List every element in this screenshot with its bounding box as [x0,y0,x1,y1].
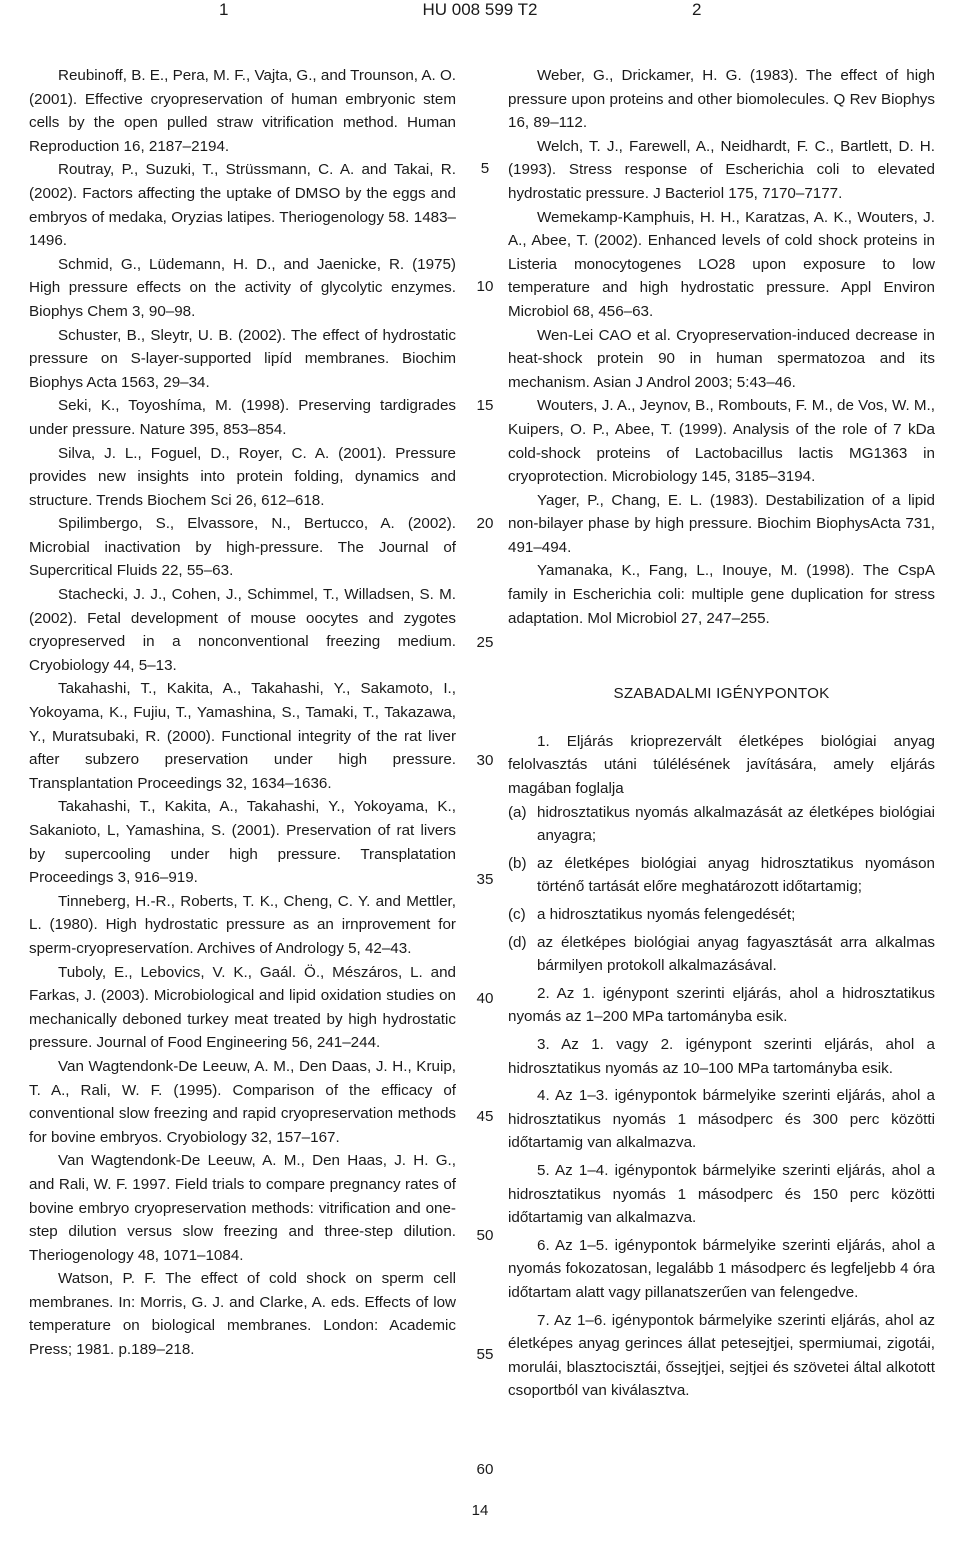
line-number: 25 [476,634,494,651]
line-number: 60 [476,1461,494,1478]
line-number: 45 [476,1108,494,1125]
reference-item: Yager, P., Chang, E. L. (1983). Destabilization of a lipid non-bilayer phase by high pressure. Biochim BiophysActa 731, 491–494. [508,491,935,556]
line-number: 55 [476,1346,494,1363]
line-number: 35 [476,871,494,888]
reference-item: Schmid, G., Lüdemann, H. D., and Jaenicke, R. (1975) High pressure effects on the activity of glycolytic enzymes. Biophys Chem 3, 90–98. [29,255,456,320]
claim: 6. Az 1–5. igénypontok bármelyike szerinti eljárás, ahol a nyomás fokozatosan, legalább 1 másodperc és legfeljebb 4 óra időtartam alatt vagy pillanatszerűen van felengedve. [508,1236,935,1301]
step-text: a hidrosztatikus nyomás felengedését; [537,906,796,923]
patent-number: HU 008 599 T2 [422,0,538,19]
claim: 7. Az 1–6. igénypontok bármelyike szerinti eljárás, ahol az életképes anyag gerinces állat petesejtjei, spermiumai, zigotái, morulái, blasztocisztái, őssejtjei, sejtjei és szövetei által alkotott csoportból van kiválasztva. [508,1311,935,1400]
line-number: 20 [476,515,494,532]
claim-step [508,852,935,899]
step-text: az életképes biológiai anyag fagyasztását arra alkalmas bármilyen protokoll alkalmazásával. [537,933,935,975]
step-text: hidrosztatikus nyomás alkalmazását az életképes biológiai anyagra; [537,803,935,845]
claim: 4. Az 1–3. igénypontok bármelyike szerinti eljárás, ahol a hidrosztatikus nyomás 1 másodperc és 300 perc közötti időtartamig van alkalmazva. [508,1087,935,1152]
claim-step [508,931,935,978]
header-right-column-number: 2 [692,0,702,19]
claim: 2. Az 1. igénypont szerinti eljárás, ahol a hidrosztatikus nyomás az 1–200 MPa tartományba esik. [508,984,935,1026]
reference-item: Takahashi, T., Kakita, A., Takahashi, Y., Yokoyama, K., Sakanioto, L, Yamashina, S. (2001). Preservation of rat livers by supercooling under high pressure. Transplatation Proceedings 3, 916–919. [29,798,456,887]
line-number: 50 [476,1227,494,1244]
header-left-column-number: 1 [219,0,229,19]
reference-item: Van Wagtendonk-De Leeuw, A. M., Den Daas, J. H., Kruip, T. A., Rali, W. F. (1995). Comparison of the efficacy of conventional slow freezing and rapid cryopreservation methods for bovine embryos. Cryobiology 32, 157–167. [29,1057,456,1146]
reference-item: Stachecki, J. J., Cohen, J., Schimmel, T., Willadsen, S. M. (2002). Fetal development of mouse oocytes and zygotes cryopreserved in a nonconventional freezing medium. Cryobiology 44, 5–13. [29,586,456,674]
reference-item: Reubinoff, B. E., Pera, M. F., Vajta, G., and Trounson, A. O. (2001). Effective cryopreservation of human embryonic stem cells by the open pulled straw vitrification method. Human Reproduction 16, 2187–2194. [29,67,456,155]
claim-step [508,903,935,927]
reference-item: Spilimbergo, S., Elvassore, N., Bertucco, A. (2002). Microbial inactivation by high-pressure. The Journal of Supercritical Fluids 22, 55–63. [29,515,456,580]
reference-item: Seki, K., Toyoshíma, M. (1998). Preserving tardigrades under pressure. Nature 395, 853–854. [29,397,456,438]
line-number: 5 [480,160,490,177]
reference-item: Welch, T. J., Farewell, A., Neidhardt, F. C., Bartlett, D. H. (1993). Stress response of Escherichia coli to elevated hydrostatic pressure. J Bacteriol 175, 7170–7177. [508,137,935,202]
line-number: 15 [476,397,494,414]
step-marker: (b) [508,854,527,872]
reference-item: Tuboly, E., Lebovics, V. K., Gaál. Ö., Mészáros, L. and Farkas, J. (2003). Microbiological and lipid oxidation studies on mechanically deboned turkey meat treated by high hydrostatic pressure. Journal of Food Engineering 56, 241–244. [29,963,456,1052]
reference-item: Takahashi, T., Kakita, A., Takahashi, Y., Sakamoto, I., Yokoyama, K., Fujiu, T., Yamashina, S., Tamaki, T., Takazawa, Y., Muratsubaki, R. (2000). Functional integrity of the rat liver after subzero preservation under high pressure. Transplantation Proceedings 32, 1634–1636. [29,680,456,792]
reference-item: Routray, P., Suzuki, T., Strüssmann, C. A. and Takai, R. (2002). Factors affecting the uptake of DMSO by the eggs and embryos of medaka, Oryzias latipes. Theriogenology 58. 1483–1496. [29,161,456,250]
claim-step [508,801,935,848]
line-number: 40 [476,990,494,1007]
reference-item: Weber, G., Drickamer, H. G. (1983). The effect of high pressure upon proteins and other biomolecules. Q Rev Biophys 16, 89–112. [508,67,935,132]
reference-item: Watson, P. F. The effect of cold shock on sperm cell membranes. In: Morris, G. J. and Clarke, A. eds. Effects of low temperature on biological membranes. London: Academic Press; 1981. p.189–218. [29,1270,456,1359]
reference-item: Silva, J. L., Foguel, D., Royer, C. A. (2001). Pressure provides new insights into protein folding, dynamics and structure. Trends Biochem Sci 26, 612–618. [29,444,456,509]
reference-item: Tinneberg, H.-R., Roberts, T. K., Cheng, C. Y. and Mettler, L. (1980). High hydrostatic pressure as an irnprovement for sperm-cryopreservatíon. Archives of Andrology 5, 42–43. [29,892,456,957]
reference-item: Wouters, J. A., Jeynov, B., Rombouts, F. M., de Vos, W. M., Kuipers, O. P., Abee, T. (1999). Analysis of the role of 7 kDa cold-shock proteins of Lactobacillus lactis MG1363 in cryoprotection. Microbiology 145, 3185–3194. [508,397,935,486]
reference-item: Schuster, B., Sleytr, U. B. (2002). The effect of hydrostatic pressure on S-layer-supported lipíd membranes. Biochim Biophys Acta 1563, 29–34. [29,326,456,391]
line-number: 30 [476,752,494,769]
reference-item: Wen-Lei CAO et al. Cryopreservation-induced decrease in heat-shock protein 90 in human spermatozoa and its mechanism. Asian J Androl 2003; 5:43–46. [508,326,935,391]
right-column [508,64,935,1407]
reference-item: Yamanaka, K., Fang, L., Inouye, M. (1998). The CspA family in Escherichia coli: multiple gene duplication for stress adaptation. Mol Microbiol 27, 247–255. [508,562,935,627]
claim: 3. Az 1. vagy 2. igénypont szerinti eljárás, ahol a hidrosztatikus nyomás az 10–100 MPa tartományba esik. [508,1035,935,1077]
page-number: 14 [471,1502,489,1519]
reference-item: Van Wagtendonk-De Leeuw, A. M., Den Haas, J. H. G., and Rali, W. F. 1997. Field trials to compare pregnancy rates of bovine embryo cryopreservation methods: vitrification and one-step dilution versus slow freezing and three-step dilution. Theriogenology 48, 1071–1084. [29,1152,456,1264]
claim-1-intro: 1. Eljárás krioprezervált életképes biológiai anyag felolvasztás utáni túlélésének javítására, amely eljárás magában foglalja [508,732,935,798]
step-text: az életképes biológiai anyag hidrosztatikus nyomáson történő tartását előre meghatározott időtartamig; [537,854,935,896]
claims-heading: SZABADALMI IGÉNYPONTOK [613,685,830,703]
left-column [29,64,456,1362]
line-number: 10 [476,278,494,295]
reference-item: Wemekamp-Kamphuis, H. H., Karatzas, A. K., Wouters, J. A., Abee, T. (2002). Enhanced levels of cold shock proteins in Listeria monocytogenes LO28 upon exposure to low temperature and high hydrostatic pressure. Appl Environ Microbiol 68, 456–63. [508,208,935,320]
step-marker: (d) [508,933,527,951]
claim: 5. Az 1–4. igénypontok bármelyike szerinti eljárás, ahol a hidrosztatikus nyomás 1 másodperc és 150 perc közötti időtartamig van alkalmazva. [508,1161,935,1227]
step-marker: (a) [508,803,527,821]
step-marker: (c) [508,906,526,923]
